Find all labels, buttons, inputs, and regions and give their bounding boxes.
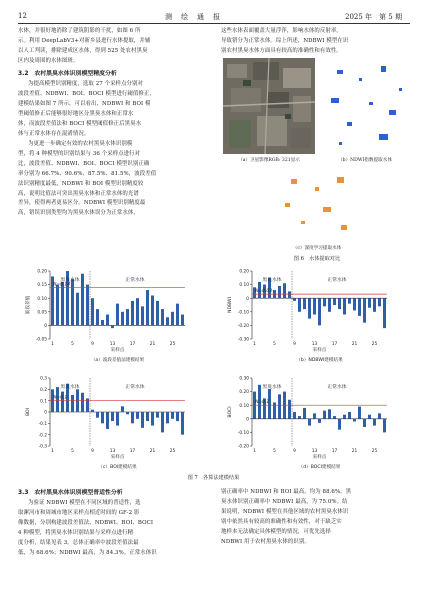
bar	[141, 412, 144, 428]
bar	[151, 412, 154, 426]
y-tick-label: -0.30	[237, 337, 249, 343]
text-line: 率分别为 66.7%、90.6%、87.5%、81.5%，波段差值	[18, 170, 157, 177]
bar	[378, 413, 381, 418]
header-rule	[18, 23, 410, 24]
bar	[313, 298, 316, 314]
bar	[166, 412, 169, 423]
text-line: 体，而波段差值法和 BOCI 模型阈值修正后黑臭水	[18, 120, 142, 127]
x-tick-label: 9	[293, 449, 296, 454]
text-line: 像数据，分别构建波段差值法、NDBWI、BOI、BOCI	[18, 519, 154, 526]
y-tick-label: 0	[246, 417, 249, 423]
label-normal-water: 正常水体	[125, 385, 145, 390]
text-line: 4 种模型，将黑臭水体识别结果与采样点进行精	[18, 529, 134, 536]
bar	[333, 298, 336, 305]
bar	[121, 406, 124, 412]
bar	[61, 392, 64, 412]
text-line: 导致错分为正常水体。综上所述，NDBWI 模型在识	[221, 37, 349, 44]
text-line: 水体，并很好地消除了建筑阴影的干扰，如图 6 所	[18, 28, 141, 34]
x-tick-label: 1	[51, 449, 54, 454]
y-axis-label: BOCI	[228, 406, 233, 418]
page-number: 12	[18, 12, 27, 20]
bar	[136, 412, 139, 419]
bar	[76, 293, 79, 326]
bar	[373, 419, 376, 426]
deep-learning-extraction-image	[271, 169, 363, 243]
text-line: 示。利用 DeepLabV3+对新乡县进行水体提取，并辅	[18, 37, 151, 44]
bar	[383, 419, 386, 433]
bar	[283, 283, 286, 298]
x-axis-label: 采样点	[110, 348, 125, 353]
bar	[146, 412, 149, 421]
bar	[96, 412, 99, 418]
text-line: 体与正常水体存在混淆情况。	[18, 130, 90, 137]
x-tick-label: 17	[129, 449, 136, 454]
x-tick-label: 1	[51, 342, 54, 347]
text-line: 地样本无法确定具体模型的情况，可优先选择	[221, 528, 331, 535]
y-tick-label: -0.2	[38, 433, 47, 439]
text-line: 为更进一步确定有效的农村黑臭水体识别模	[28, 141, 133, 147]
y-tick-label: 0.05	[37, 310, 47, 316]
x-tick-label: 5	[71, 342, 74, 347]
y-tick-label: 0.30	[239, 376, 249, 382]
threshold-label: N=0.14	[53, 282, 71, 288]
label-black-water: 黑臭水体	[262, 385, 282, 390]
bar	[308, 419, 311, 426]
figure-7-title: 图 7 各算法建模结果	[187, 475, 240, 481]
bar	[176, 304, 179, 326]
section-3-3-right-paragraph	[221, 488, 413, 547]
x-tick-label: 17	[129, 342, 136, 347]
label-black-water: 黑臭水体	[262, 278, 282, 283]
bar	[358, 407, 361, 419]
label-black-water: 黑臭水体	[60, 278, 80, 283]
bar	[358, 298, 361, 316]
threshold-label: N=0.1	[53, 395, 68, 401]
y-tick-label: -0.3	[38, 444, 47, 450]
bar	[303, 298, 306, 309]
x-tick-label: 21	[351, 449, 358, 454]
y-tick-label: -0.20	[237, 324, 249, 329]
text-line: 别中依然具有较高的准确性和有效性，对于缺乏实	[221, 518, 342, 525]
satellite-image	[223, 58, 315, 154]
bar	[368, 415, 371, 419]
bar	[303, 408, 306, 419]
figure-6a-caption: （a）卫星影像RGB: 321显示	[238, 158, 300, 163]
y-tick-label: 0	[44, 324, 47, 329]
bar	[146, 290, 149, 325]
bar	[363, 298, 366, 322]
text-line: 低，为 68.6%；NDBWI 最高，为 84.3%。正常水体识	[18, 549, 157, 556]
bar	[86, 285, 89, 326]
x-tick-label: 9	[91, 449, 94, 454]
label-normal-water: 正常水体	[327, 278, 347, 283]
bar	[111, 325, 114, 328]
bar	[131, 412, 134, 423]
bar	[101, 412, 104, 423]
text-line: 高，说明比值法可突出黑臭水体和正常水体的光谱	[18, 190, 139, 197]
y-tick-label: 0.1	[40, 399, 47, 405]
chart-caption: （a）波段差值法建模结果	[90, 358, 145, 363]
x-axis-label: 采样点	[110, 455, 125, 460]
x-tick-label: 25	[371, 342, 378, 347]
bar	[278, 394, 281, 418]
bar	[348, 298, 351, 303]
bar	[373, 298, 376, 312]
bar	[166, 317, 169, 325]
x-tick-label: 9	[91, 342, 94, 347]
y-tick-label: -0.20	[237, 444, 249, 450]
bar	[288, 291, 291, 298]
figure-6b-caption: （b）NDWI指数提取水体	[338, 158, 392, 163]
bar	[343, 298, 346, 314]
bar	[378, 298, 381, 306]
chart-ndbwi	[222, 265, 412, 365]
bar	[181, 412, 184, 435]
bar	[318, 419, 321, 423]
bar	[288, 400, 291, 419]
bar	[171, 412, 174, 419]
bar	[323, 298, 326, 306]
text-line: 高，错误识别类型均为黑臭水体误分为正常水体，	[18, 210, 139, 217]
text-line: 型，将 4 种模型的识别结果与 36 个采样点进行对	[18, 150, 141, 157]
y-tick-label: -0.10	[237, 310, 249, 316]
text-line: 以人工判读，排除建成区水体，得到 525 处农村黑臭	[18, 47, 148, 54]
text-line: NDBWI 用于农村黑臭水体的识别。	[221, 538, 310, 545]
bar	[161, 412, 164, 432]
bar	[353, 419, 356, 422]
bar	[353, 298, 356, 310]
bar	[116, 304, 119, 326]
bar	[151, 295, 154, 325]
y-tick-label: 0.20	[239, 269, 249, 275]
text-line: 取漯河市和周城市地区采样点相近时间的 GF-2 影	[18, 509, 140, 516]
bar	[141, 306, 144, 325]
bar	[363, 419, 366, 427]
chart-caption: （d）BOCI建模结果	[298, 465, 341, 470]
bar	[156, 301, 159, 325]
bar	[61, 282, 64, 326]
bar	[348, 412, 351, 419]
chart-caption: （c）BOI建模结果	[98, 465, 137, 470]
bar	[343, 415, 346, 419]
text-line: 比，波段差值、NDBWI、BOI、BOCI 模型识别正确	[18, 160, 150, 167]
figure-6c-caption: （c）深度学习提取水体	[292, 246, 342, 251]
y-axis-label: NDBWI	[228, 297, 233, 313]
bar	[181, 315, 184, 326]
y-tick-label: -0.1	[38, 421, 47, 427]
bar	[96, 309, 99, 325]
x-tick-label: 21	[351, 342, 358, 347]
bar	[91, 410, 94, 412]
threshold-label: N=0.1	[255, 400, 270, 406]
bar	[338, 298, 341, 309]
text-line: 差异，使得两者更易区分。NDBWI 模型识别精度最	[18, 200, 146, 207]
bar	[156, 412, 159, 418]
bar	[56, 285, 59, 326]
bar	[171, 312, 174, 326]
y-tick-label: -0.05	[35, 337, 47, 343]
bar	[106, 315, 109, 326]
text-line: 臭水体识别正确率中 NDBWI 最高，为 75.0%。结	[221, 498, 348, 505]
threshold-label: N=0.03	[255, 289, 273, 295]
bar	[126, 412, 129, 414]
x-tick-label: 13	[109, 449, 116, 454]
section-3-3-left-paragraph	[18, 499, 212, 558]
x-tick-label: 17	[331, 449, 338, 454]
x-tick-label: 5	[273, 342, 276, 347]
text-line: 法识别精度最低，NDBWI 和 BOI 模型识别精度较	[18, 180, 144, 187]
chart-caption: （b）NDBWI建模结果	[296, 358, 343, 363]
y-tick-label: 0.20	[37, 269, 47, 275]
x-tick-label: 25	[371, 449, 378, 454]
text-line: 果说明，NDBWI 模型在其他区域的农村黑臭水体识	[221, 508, 349, 515]
y-tick-label: 0.15	[37, 283, 47, 289]
bar	[308, 298, 311, 318]
bar	[121, 312, 124, 326]
bar	[106, 412, 109, 429]
section-3-2-heading: 3.2 农村黑臭水体识别模型精度分析	[18, 71, 117, 77]
text-line: 建模结果如图 7 所示。可以看出，NDBWI 和 BOI 模	[18, 100, 151, 107]
x-tick-label: 9	[293, 342, 296, 347]
text-line: 为验证 NDBWI 模型在不同区域的普适性，选	[28, 500, 141, 506]
bar	[313, 413, 316, 418]
bar	[383, 298, 386, 328]
text-line: 区内及周围的水体图斑。	[18, 57, 79, 64]
bar	[136, 298, 139, 325]
y-axis-label: BOI	[26, 407, 31, 417]
label-black-water: 黑臭水体	[60, 385, 80, 390]
bar	[91, 298, 94, 325]
x-tick-label: 1	[253, 449, 256, 454]
x-axis-label: 采样点	[312, 348, 327, 353]
bar	[328, 409, 331, 419]
bar	[323, 411, 326, 419]
x-tick-label: 5	[273, 449, 276, 454]
x-tick-label: 5	[71, 449, 74, 454]
x-tick-label: 25	[169, 342, 176, 347]
y-tick-label: 0	[44, 410, 47, 416]
label-normal-water: 正常水体	[125, 278, 145, 283]
x-tick-label: 17	[331, 342, 338, 347]
bar	[71, 395, 74, 412]
y-tick-label: 0.3	[40, 376, 47, 382]
bar	[328, 298, 331, 312]
x-axis-label: 采样点	[312, 455, 327, 460]
bar	[293, 412, 296, 419]
x-tick-label: 13	[311, 449, 318, 454]
x-tick-label: 21	[149, 342, 156, 347]
x-tick-label: 21	[149, 449, 156, 454]
x-tick-label: 13	[311, 342, 318, 347]
bar	[298, 298, 301, 312]
bar	[81, 393, 84, 412]
bar	[126, 309, 129, 325]
y-tick-label: -0.10	[237, 431, 249, 436]
bar	[131, 301, 134, 325]
text-line: 为提高模型识别精度，选取 27 个采样点分别对	[28, 81, 144, 87]
text-line: 别正确率中 NDBWI 和 BOI 最高，均为 88.6%。黑	[221, 489, 352, 495]
bar	[278, 286, 281, 298]
text-line: 度分析，结果见表 3。总体正确率中波段差值法最	[18, 539, 139, 546]
bar	[333, 416, 336, 419]
chart-boci	[222, 372, 412, 472]
label-normal-water: 正常水体	[327, 385, 347, 390]
y-tick-label: 0.20	[239, 390, 249, 396]
y-tick-label: 0	[246, 296, 249, 302]
bar	[116, 412, 119, 426]
text-line: 波段差值、NDBWI、BOI、BOCI 模型进行阈值修正，	[18, 90, 155, 97]
x-tick-label: 25	[169, 449, 176, 454]
y-tick-label: 0.10	[37, 296, 47, 302]
section-3-2-paragraph-2	[18, 140, 212, 219]
y-tick-label: 0.2	[40, 387, 47, 393]
section-3-3-heading: 3.3 农村黑臭水体识别模型普适性分析	[18, 490, 123, 496]
text-line: 型阈值修正后能够很好地区分黑臭水体和正常水	[18, 110, 134, 117]
chart-boi	[20, 372, 210, 472]
bar	[111, 412, 114, 421]
x-tick-label: 1	[253, 342, 256, 347]
bar	[298, 416, 301, 419]
y-axis-label: 波段差值	[26, 295, 31, 315]
x-tick-label: 13	[109, 342, 116, 347]
figure-6-title: 图 6 水体提取对比	[293, 256, 341, 262]
bar	[161, 309, 164, 325]
bar	[368, 298, 371, 308]
bar	[81, 274, 84, 326]
bar	[338, 419, 341, 430]
bar	[176, 412, 179, 421]
figure-6	[221, 58, 413, 263]
journal-name: 测 绘 通 报	[165, 13, 221, 21]
ndwi-extraction-image	[319, 58, 411, 154]
text-line: 这些水体表面覆盖大量浮萍，影响水体的反射率，	[221, 28, 342, 34]
right-top-paragraph	[221, 27, 413, 57]
bar	[71, 279, 74, 325]
left-top-paragraph	[18, 27, 212, 67]
bar	[101, 320, 104, 325]
y-tick-label: 0.10	[239, 403, 249, 409]
bar	[318, 298, 321, 325]
chart-band-difference	[20, 265, 210, 365]
y-tick-label: 0.10	[239, 283, 249, 289]
text-line: 别农村黑臭水体方面具有较高的准确性和有效性。	[221, 47, 342, 54]
section-3-2-paragraph-1	[18, 80, 212, 139]
issue-label: 2025 年 第 5 期	[345, 13, 402, 21]
bar	[293, 298, 296, 301]
